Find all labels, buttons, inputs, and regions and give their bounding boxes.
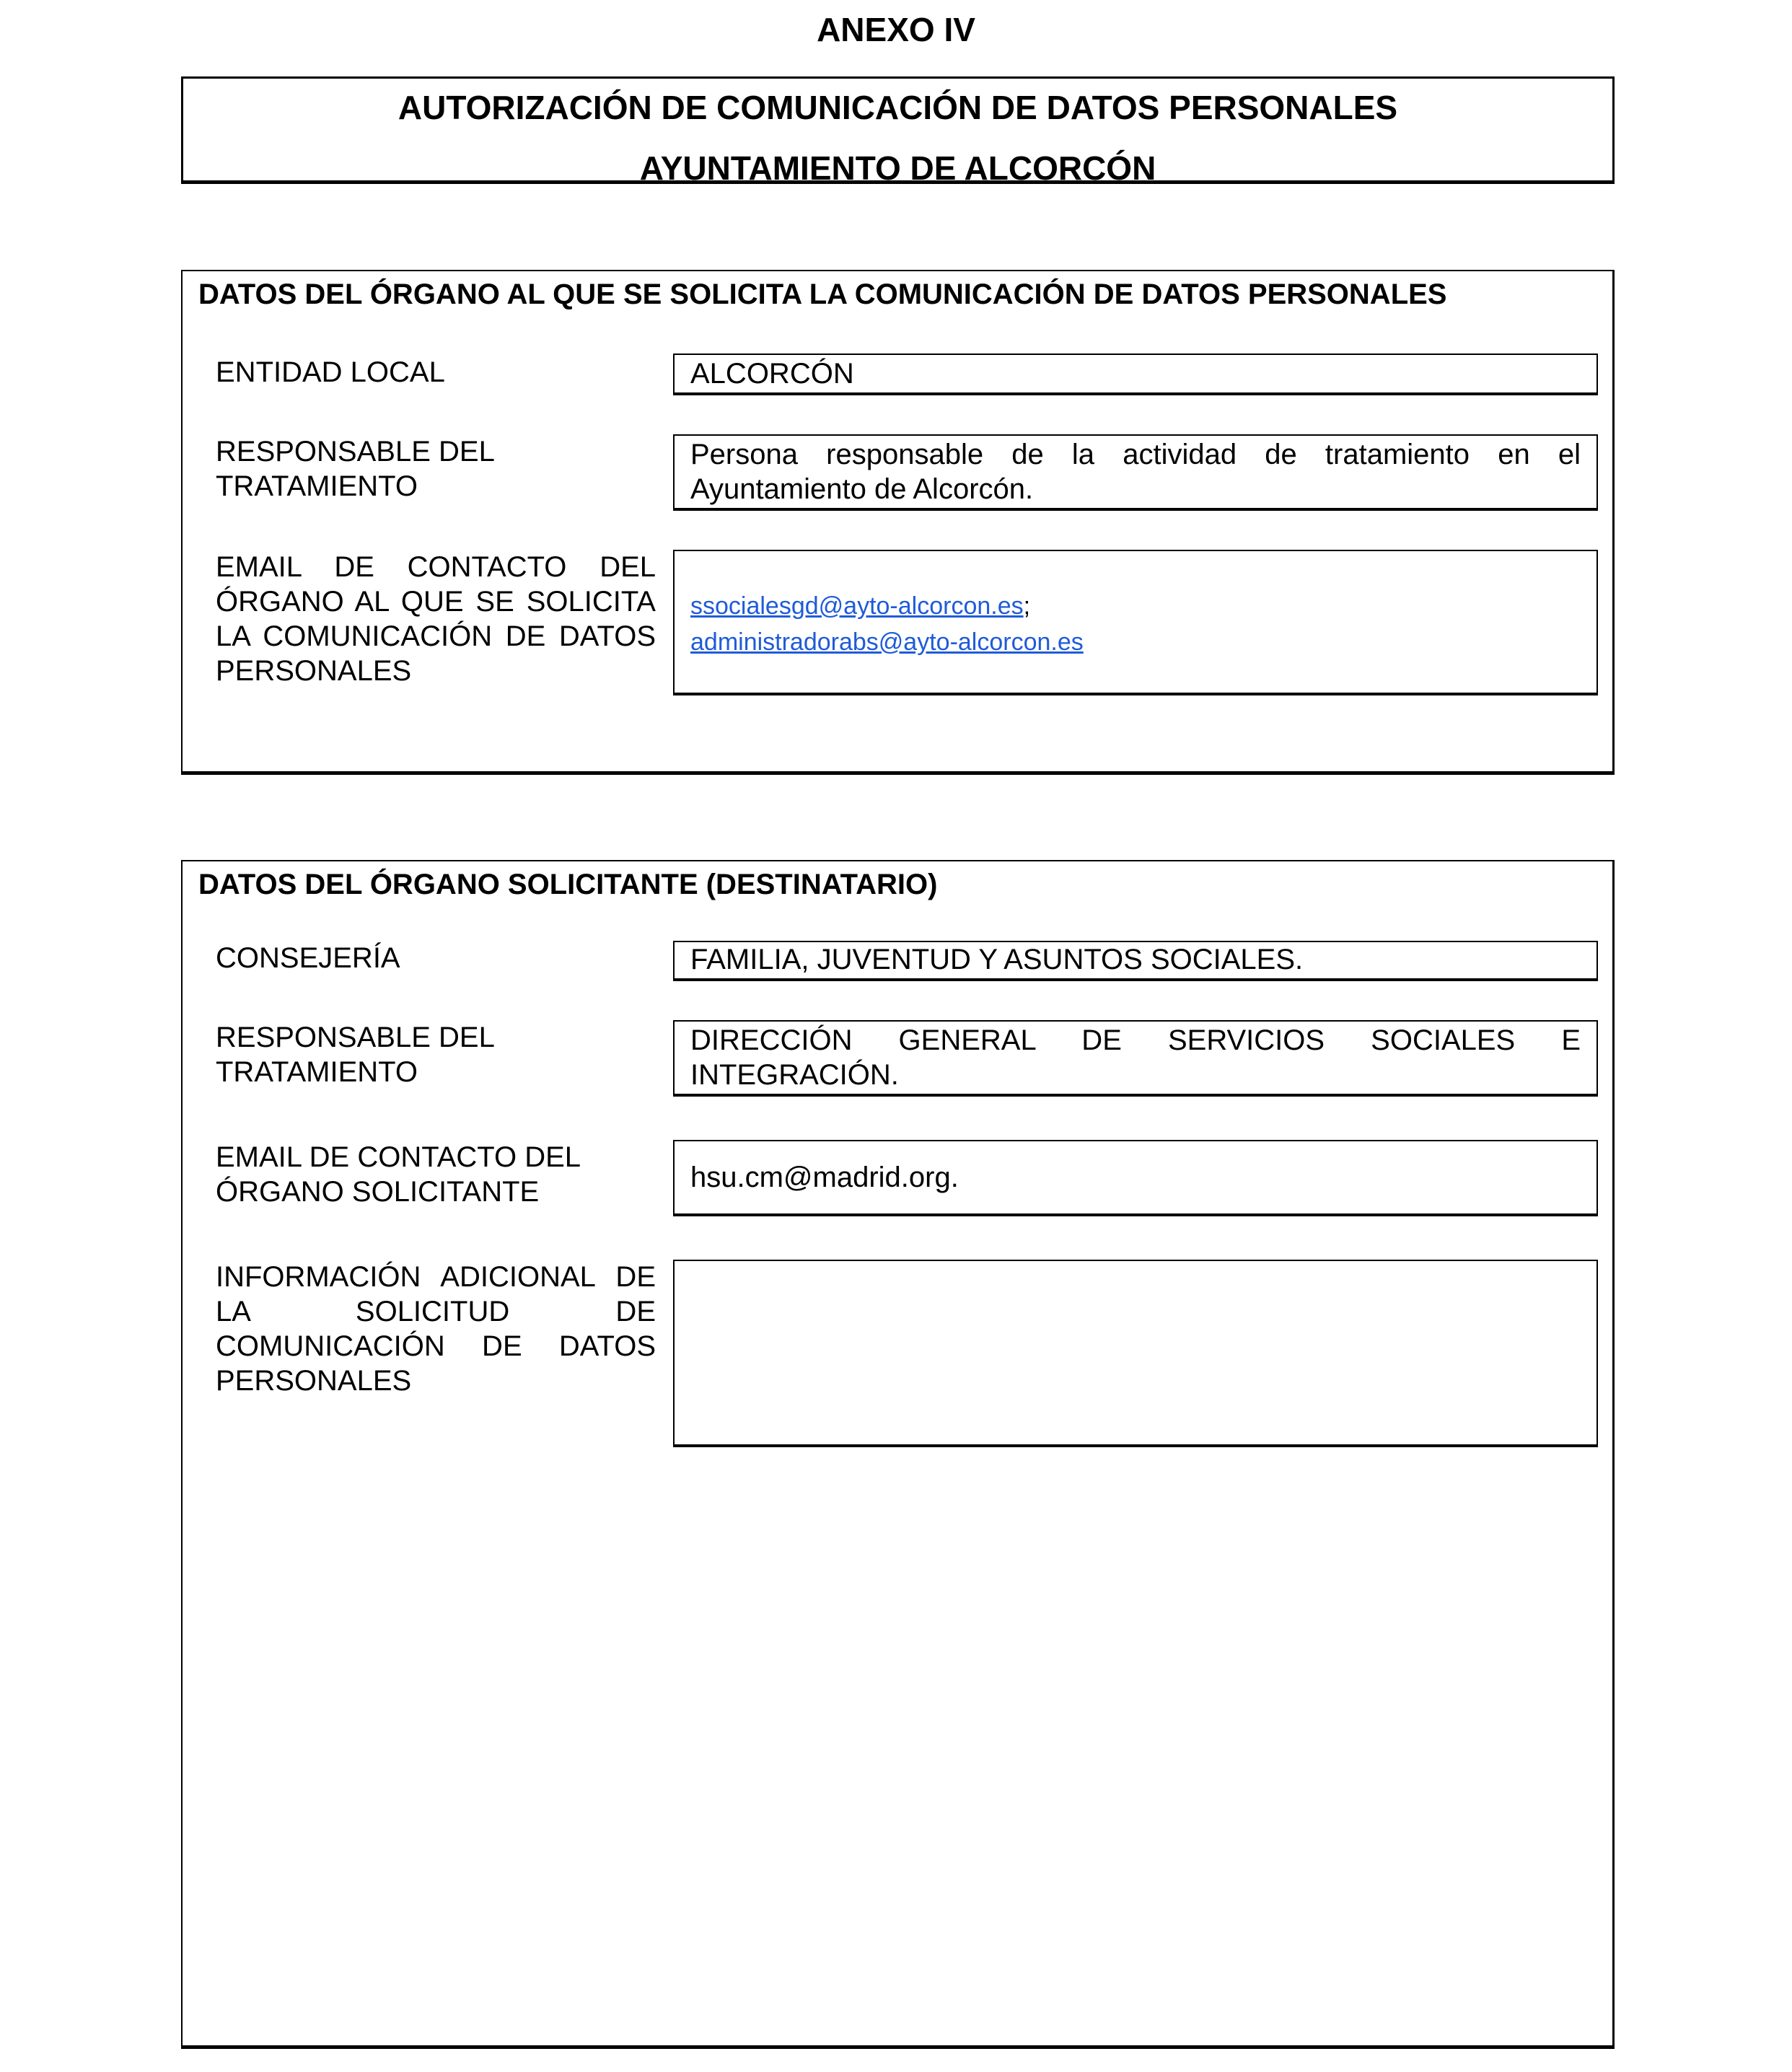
field-value-informacion-adicional[interactable] (673, 1260, 1598, 1447)
field-label-responsable: RESPONSABLE DEL TRATAMIENTO (216, 1022, 494, 1088)
field-value-email-contacto (673, 550, 1598, 695)
section-requesting-organ (181, 860, 1615, 2049)
field-value-responsable: DIRECCIÓN GENERAL DE SERVICIOS SOCIALES E INTEGRACIÓN. (673, 1020, 1598, 1097)
field-value-entidad-local: ALCORCÓN (673, 354, 1598, 395)
document-title-line1: AUTORIZACIÓN DE COMUNICACIÓN DE DATOS PERSONALES (398, 89, 1398, 126)
field-value-responsable: Persona responsable de la actividad de tratamiento en el Ayuntamiento de Alcorcón. (673, 434, 1598, 511)
field-value-email-solicitante: hsu.cm@madrid.org. (673, 1140, 1598, 1216)
field-value-consejeria: FAMILIA, JUVENTUD Y ASUNTOS SOCIALES. (673, 941, 1598, 981)
section-heading: DATOS DEL ÓRGANO AL QUE SE SOLICITA LA COMUNICACIÓN DE DATOS PERSONALES (198, 278, 1447, 310)
field-label-email-solicitante: EMAIL DE CONTACTO DEL ÓRGANO SOLICITANTE (216, 1141, 580, 1208)
email-link-administradorabs[interactable]: administradorabs@ayto-alcorcon.es (690, 628, 1084, 656)
document-title-line2: AYUNTAMIENTO DE ALCORCÓN (639, 149, 1156, 187)
field-label-consejeria: CONSEJERÍA (216, 942, 400, 974)
field-label-email-contacto: EMAIL DE CONTACTO DEL ÓRGANO AL QUE SE SOLICITA LA COMUNICACIÓN DE DATOS PERSONALES (216, 551, 656, 687)
section-heading: DATOS DEL ÓRGANO SOLICITANTE (DESTINATARIO) (198, 869, 938, 900)
email-separator: ; (1023, 592, 1031, 620)
field-label-entidad-local: ENTIDAD LOCAL (216, 356, 445, 388)
field-label-responsable: RESPONSABLE DEL TRATAMIENTO (216, 436, 494, 502)
email-link-ssocialesgd[interactable]: ssocialesgd@ayto-alcorcon.es (690, 592, 1024, 620)
field-label-informacion-adicional: INFORMACIÓN ADICIONAL DE LA SOLICITUD DE COMUNICACIÓN DE DATOS PERSONALES (216, 1261, 656, 1397)
annex-title: ANEXO IV (817, 11, 975, 48)
section-requested-organ (181, 270, 1615, 775)
document-title-box (181, 76, 1615, 187)
